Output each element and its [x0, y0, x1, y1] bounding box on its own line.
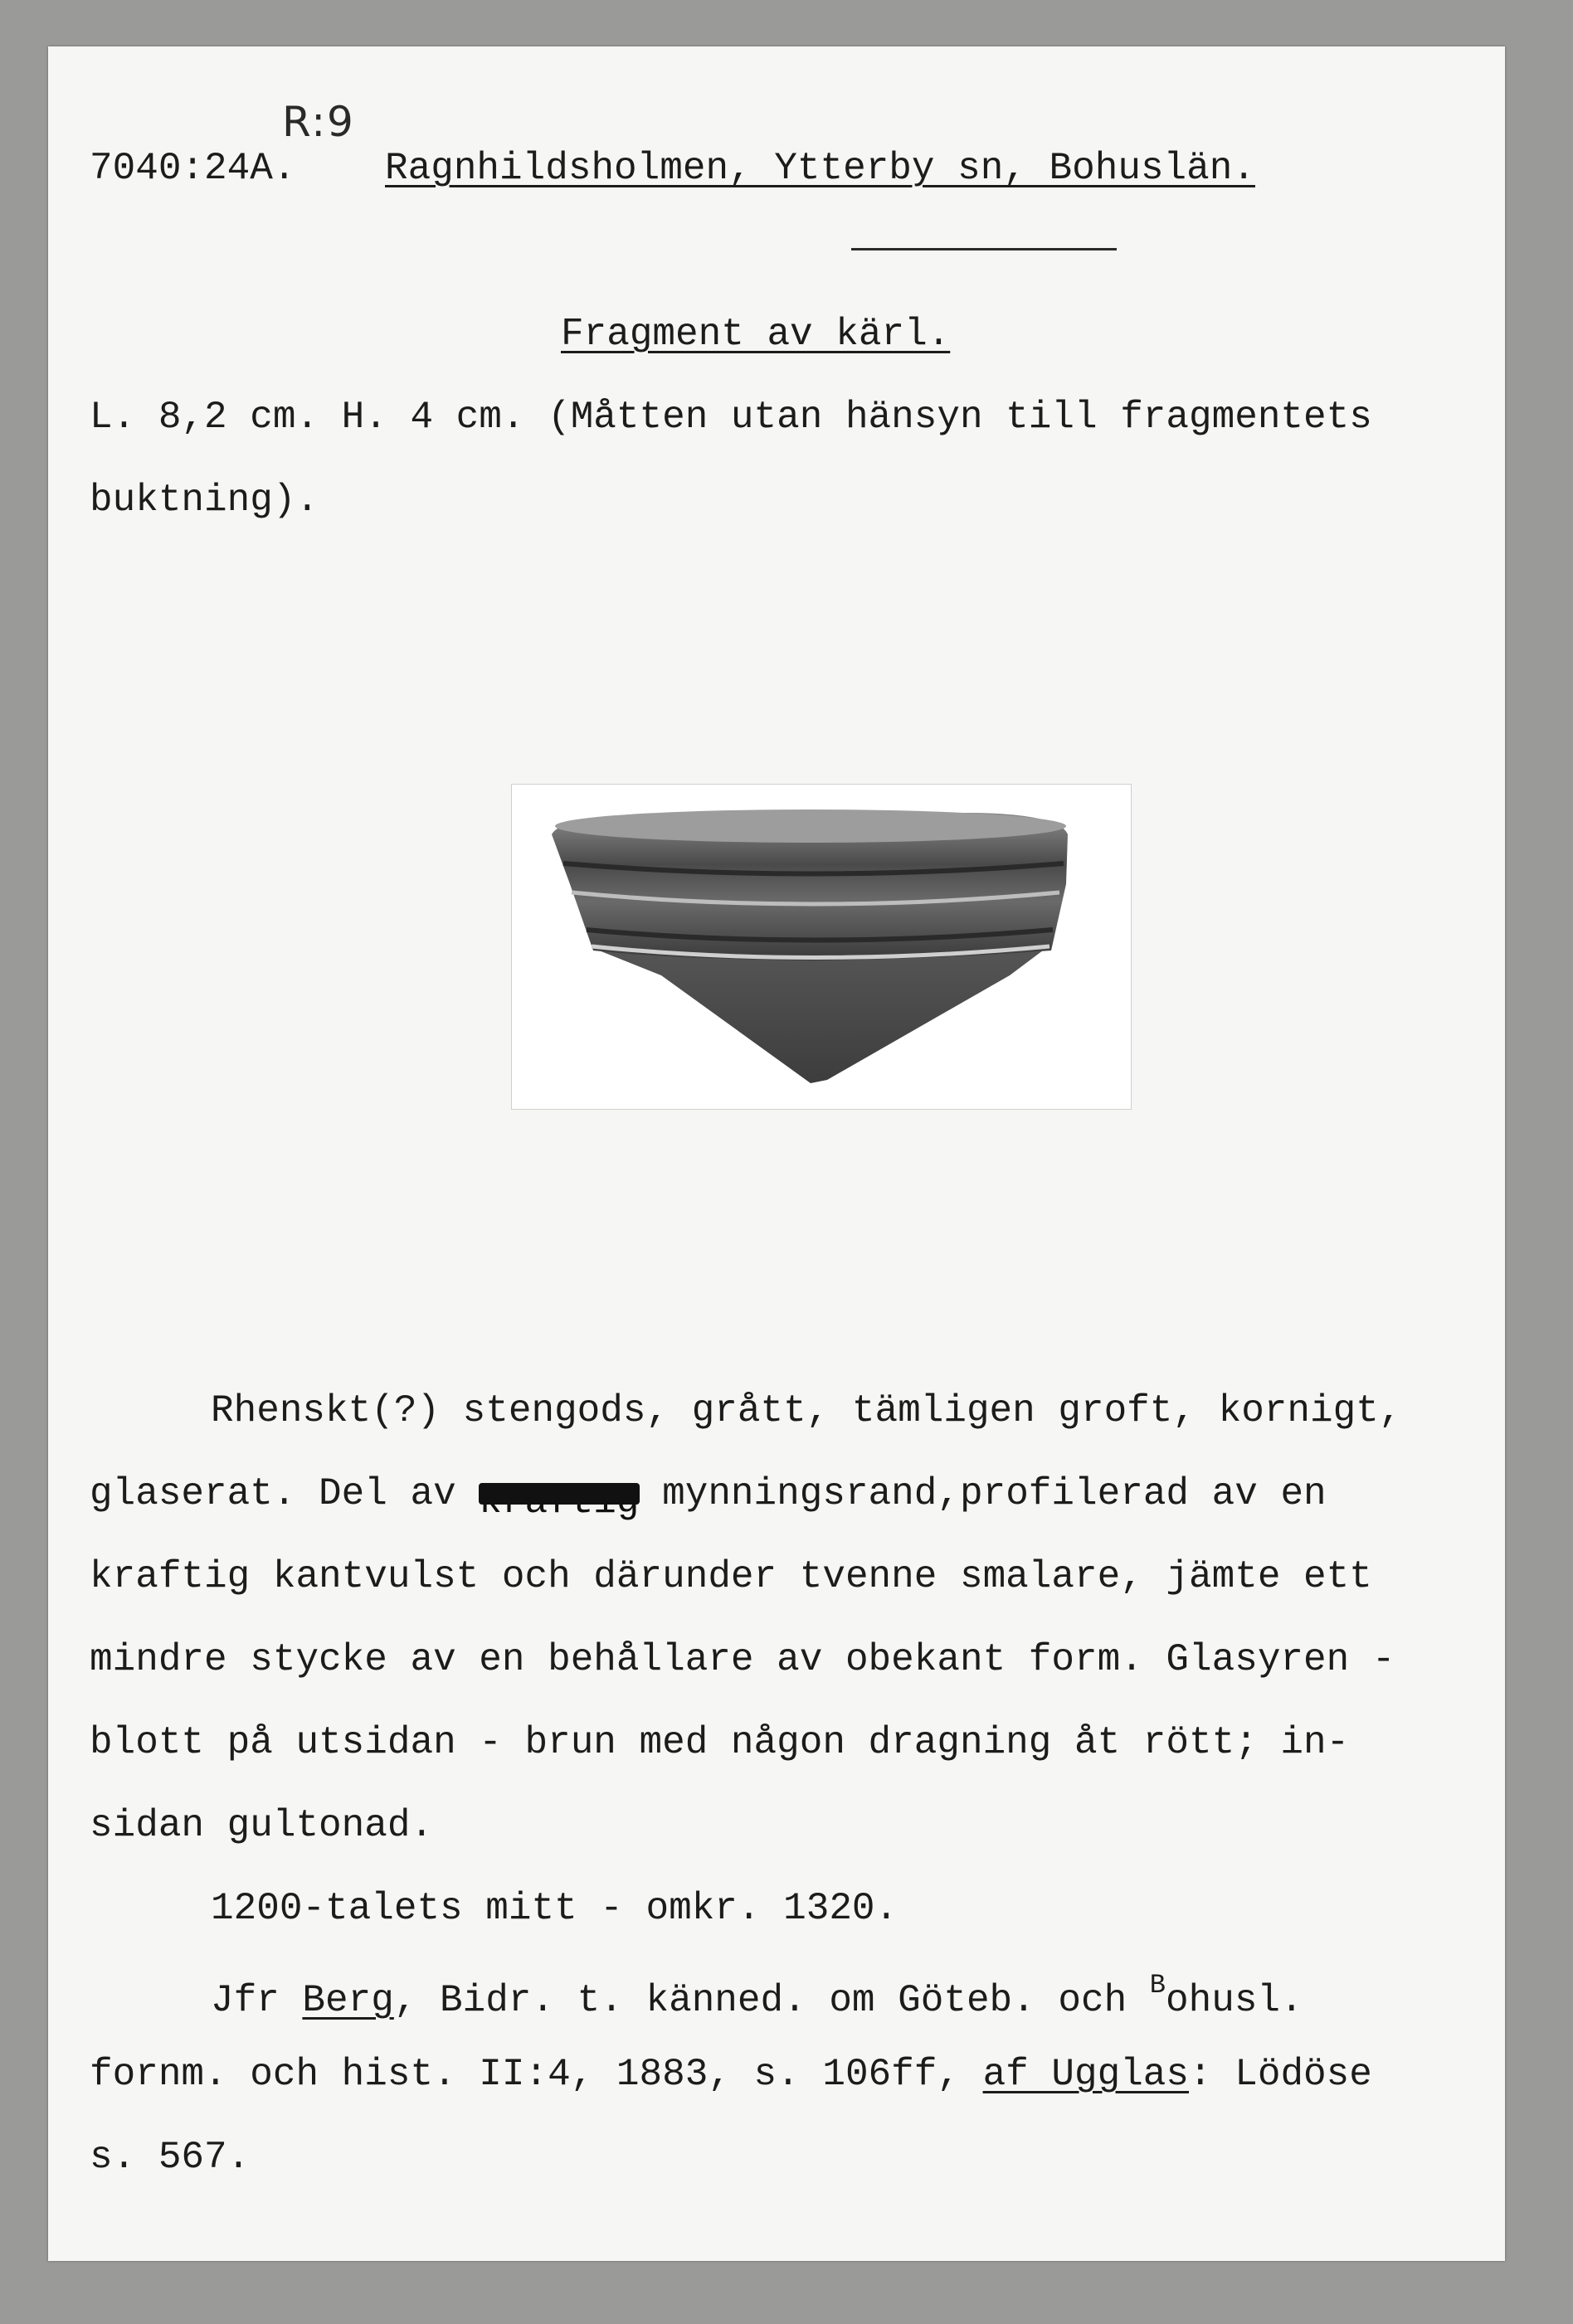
object-title: Fragment av kärl. [561, 313, 951, 356]
reference-title-2: fornm. och hist. II:4, 1883, s. 106ff, [90, 2053, 983, 2096]
reference-title-3: : Lödöse [1189, 2053, 1372, 2096]
dimensions-line-2: buktning). [90, 479, 319, 522]
reference-author-berg: Berg [302, 1979, 394, 2022]
reference-line-1 [211, 1972, 1303, 2020]
reference-line-3: s. 567. [90, 2136, 251, 2179]
description-line-2-start: glaserat. Del av [90, 1472, 480, 1515]
description-line-2 [90, 1472, 1327, 1524]
reference-line-2 [90, 2053, 1372, 2096]
reference-prefix: Jfr [211, 1979, 303, 2022]
location-extra-underline [851, 248, 1117, 250]
reference-author-ugglas: af Ugglas [982, 2053, 1190, 2096]
catalog-number: 7040:24A. [90, 147, 296, 190]
description-line-5: blott på utsidan - brun med någon dragning åt rött; in- [90, 1721, 1350, 1764]
description-line-1: Rhenskt(?) stengods, grått, tämligen groft, kornigt, [211, 1389, 1402, 1432]
description-line-4: mindre stycke av en behållare av obekant form. Glasyren - [90, 1638, 1395, 1681]
struck-word: kraftig [479, 1480, 640, 1524]
reference-title-1-end: ohusl. [1166, 1979, 1303, 2022]
dimensions-line-1: L. 8,2 cm. H. 4 cm. (Måtten utan hänsyn till fragmentets [90, 396, 1372, 439]
reference-superscript: B [1149, 1970, 1166, 2001]
description-line-2-end: mynningsrand,profilerad av en [639, 1472, 1327, 1515]
location: Ragnhildsholmen, Ytterby sn, Bohuslän. [385, 147, 1255, 190]
reference-title-1: , Bidr. t. känned. om Göteb. och [393, 1979, 1150, 2022]
artifact-photo [511, 784, 1132, 1110]
description-line-6: sidan gultonad. [90, 1804, 434, 1847]
dating: 1200-talets mitt - omkr. 1320. [211, 1887, 899, 1930]
description-line-3: kraftig kantvulst och därunder tvenne smalare, jämte ett [90, 1555, 1372, 1598]
handwritten-id: R:9 [282, 98, 355, 146]
pottery-fragment-image [512, 785, 1131, 1109]
catalog-card [48, 46, 1505, 2261]
